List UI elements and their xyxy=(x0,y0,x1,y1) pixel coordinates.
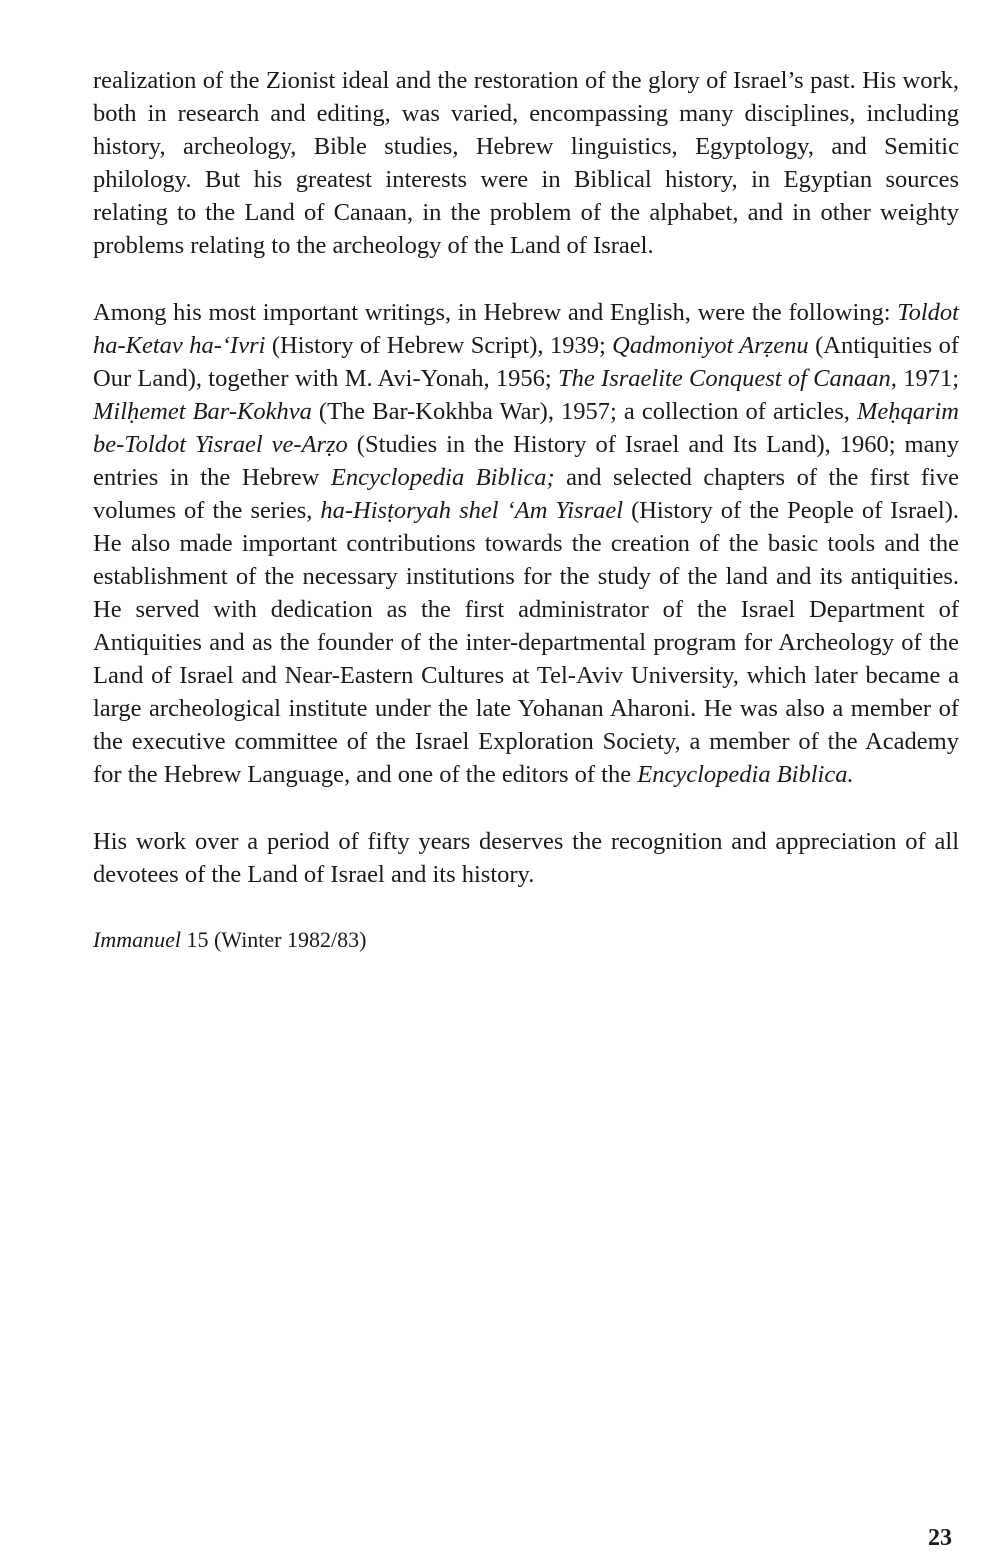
italic-title: ha-Hisṭoryah shel ‘Am Yisrael xyxy=(320,497,624,524)
italic-title: Milḥemet Bar-Kokhva xyxy=(93,398,312,425)
text-run: and selected chapters of the first five volumes of the series, xyxy=(93,464,959,524)
italic-title: Qadmoniyot Arẓenu xyxy=(612,332,809,359)
paragraph-3: His work over a period of fifty years deserves the recognition and appreciation of all devotees of the Land of Israel and its history. xyxy=(93,828,959,888)
document-body xyxy=(93,64,959,955)
italic-title: The Israelite Conquest of Canaan, xyxy=(558,365,897,392)
text-run: 1971; xyxy=(896,365,960,392)
source-issue: 15 (Winter 1982/83) xyxy=(180,927,367,952)
text-run: (Studies in the History of Israel and Its Land), 1960; many entries in the Hebrew xyxy=(93,431,959,491)
page-number: 23 xyxy=(928,1525,952,1551)
italic-title: Encyclopedia Biblica; xyxy=(330,464,555,491)
text-run: Among his most important writings, in Hebrew and English, were the following: xyxy=(93,299,898,326)
italic-title: Meḥqarim be-Toldot Yisrael ve-Arẓo xyxy=(93,398,960,458)
source-citation xyxy=(93,925,959,955)
text-run: (History of Hebrew Script), 1939; xyxy=(265,332,613,359)
italic-title: Toldot ha-Ketav ha-‘Ivri xyxy=(93,299,959,359)
paragraph-1: realization of the Zionist ideal and the restoration of the glory of Israel’s past. His work, both in research and editing, was varied, encompassing many disciplines, including history, archeology, Bible studies, Hebrew linguistics, Egyptology, and Semitic philology. But his greatest interests were in Biblical history, in Egyptian sources relating to the Land of Canaan, in the problem of the alphabet, and in other weighty problems relating to the archeology of the Land of Israel. xyxy=(93,67,959,259)
text-run: (The Bar-Kokhba War), 1957; a collection of articles, xyxy=(311,398,857,425)
italic-title: Encyclopedia Biblica. xyxy=(637,761,854,788)
source-journal: Immanuel xyxy=(93,927,181,952)
text-run: (History of the People of Israel). He also made important contributions towards the creation of the basic tools and the establishment of the necessary institutions for the study of the land and its antiquities. He served with dedication as the first administrator of the Israel Department of Antiquities and as the founder of the inter-departmental program for Archeology of the Land of Israel and Near-Eastern Cultures at Tel-Aviv University, which later became a large archeological institute under the late Yohanan Aharoni. He was also a member of the executive committee of the Israel Exploration Society, a member of the Academy for the Hebrew Language, and one of the editors of the xyxy=(93,497,959,788)
text-run: (Antiquities of Our Land), together with M. Avi-Yonah, 1956; xyxy=(93,332,959,392)
paragraph-2 xyxy=(93,296,959,791)
